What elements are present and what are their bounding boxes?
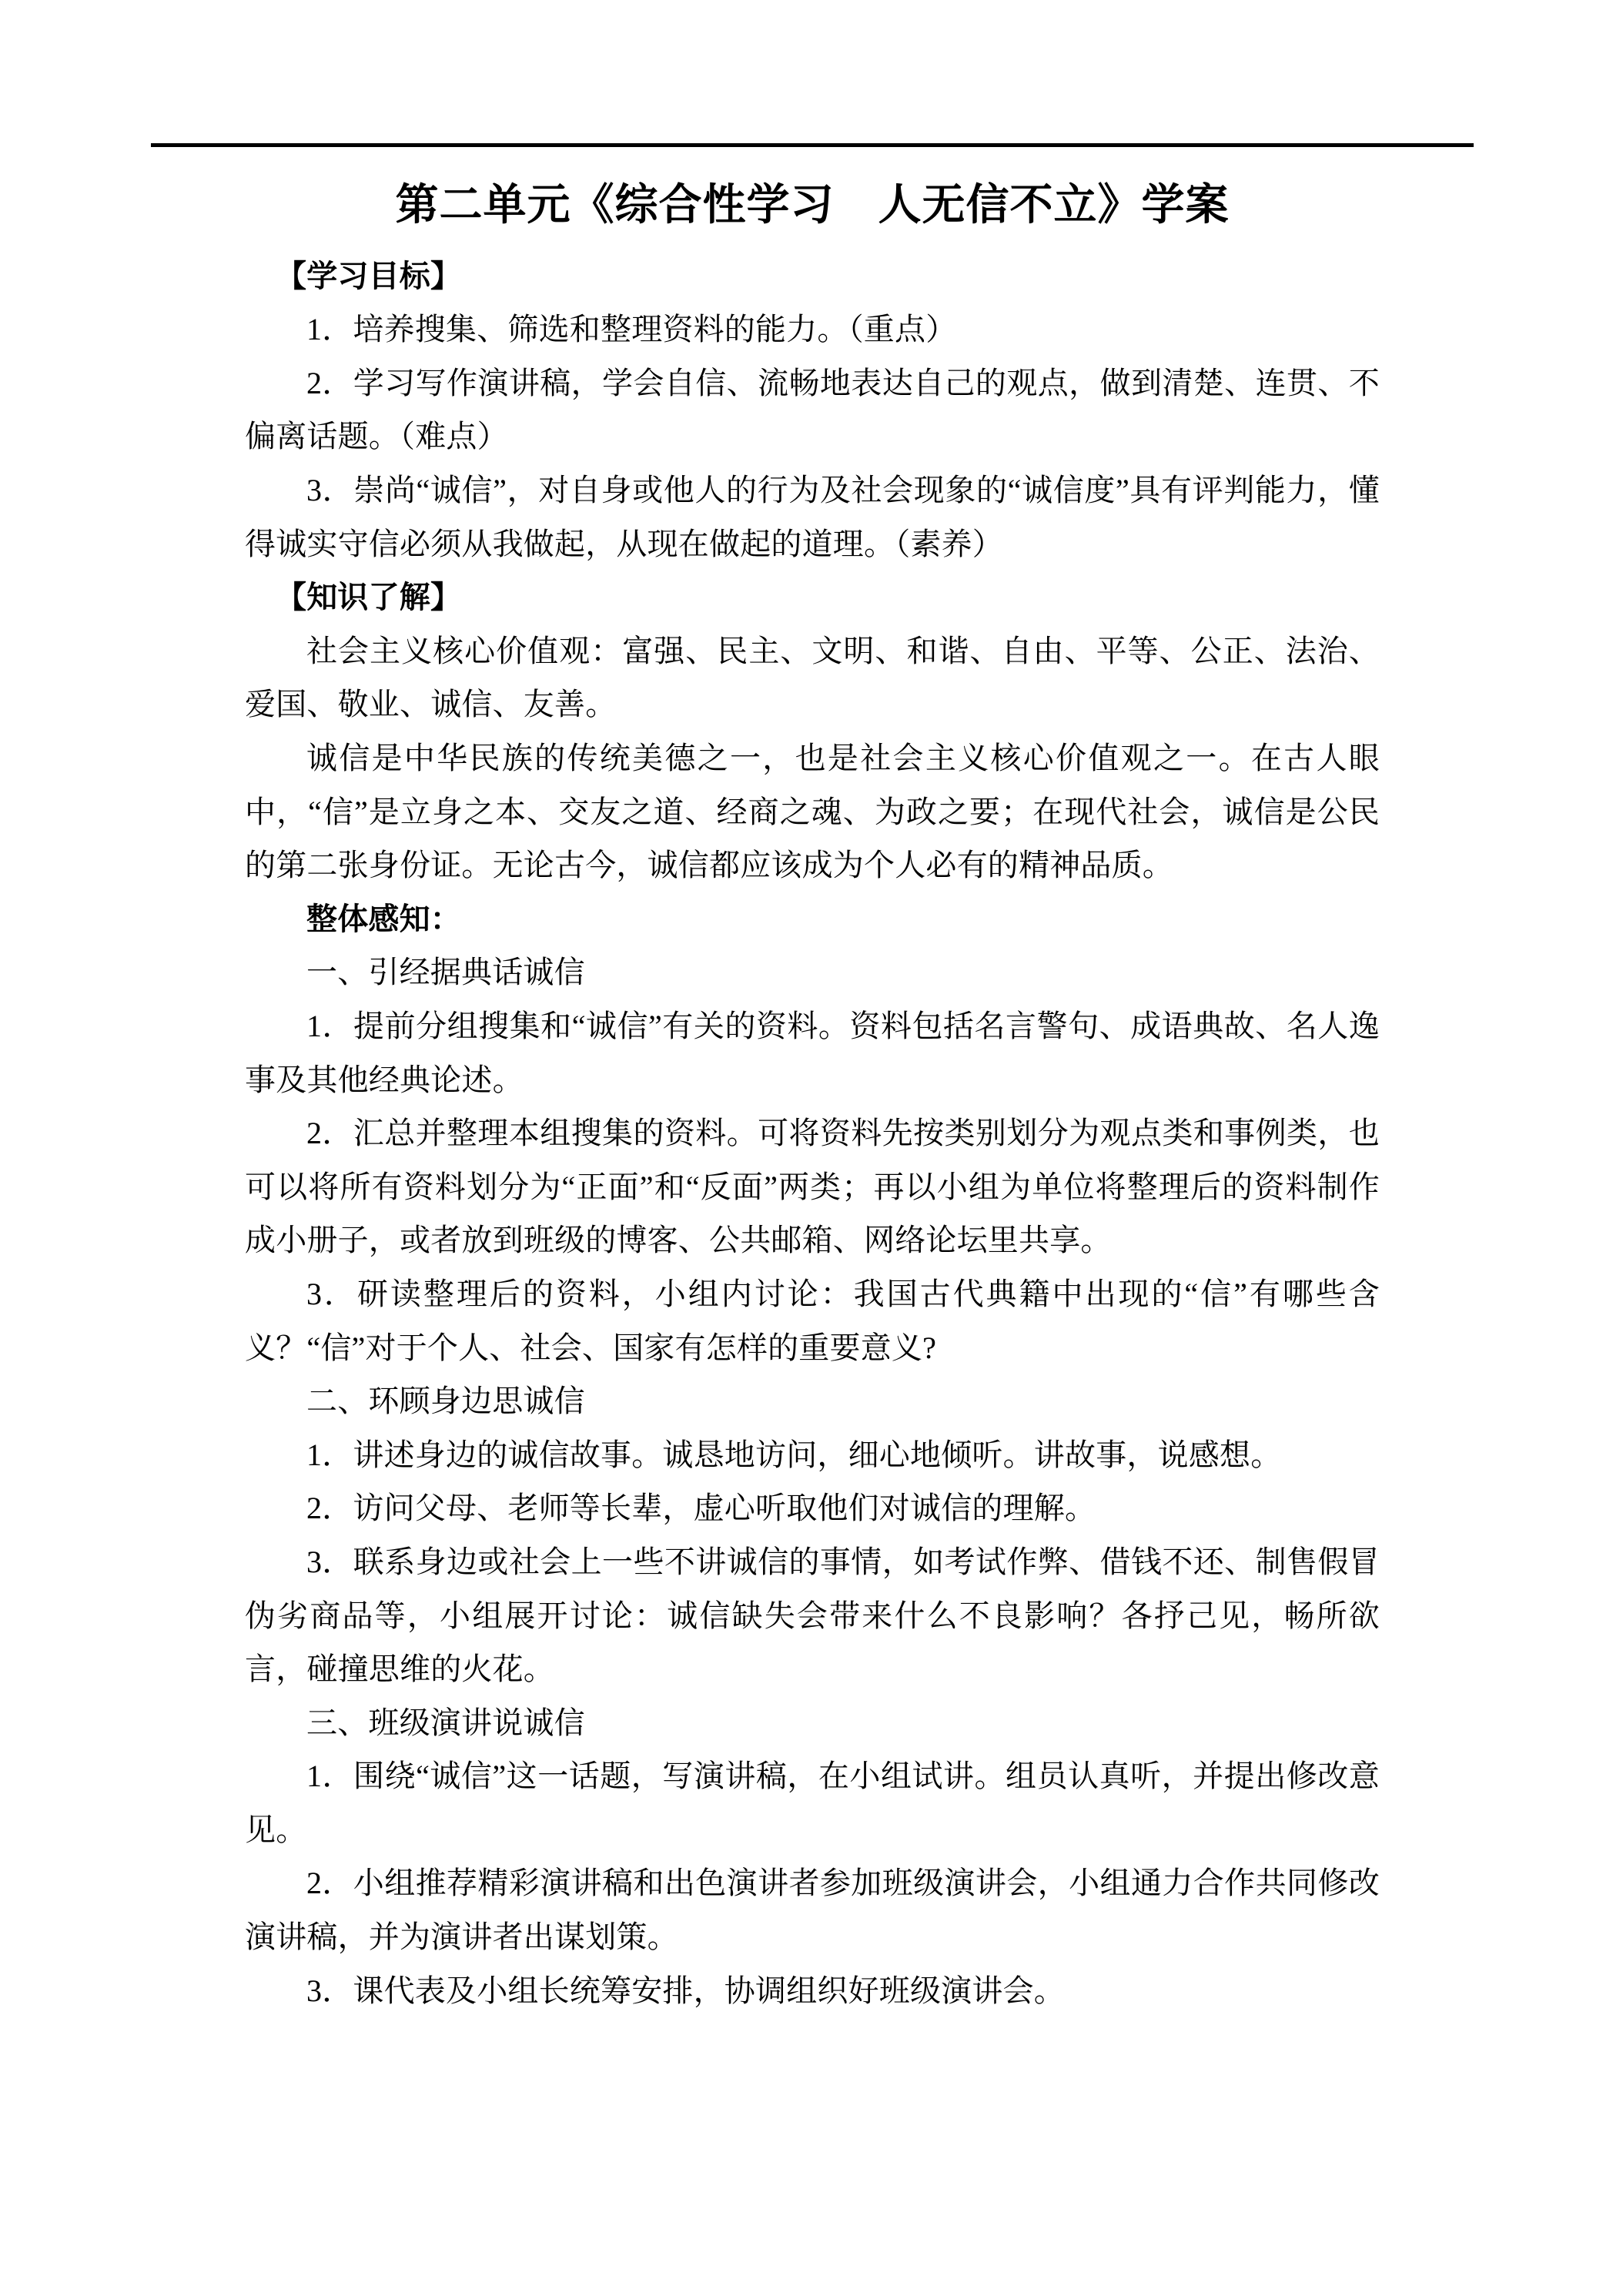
section-heading: 整体感知： [306, 901, 461, 936]
body-paragraph: 3．崇尚“诚信”，对自身或他人的行为及社会现象的“诚信度”具有评判能力，懂得诚实守信必须从我做起，从现在做起的道理。（素养） [245, 473, 1380, 561]
body-paragraph: 诚信是中华民族的传统美德之一，也是社会主义核心价值观之一。在古人眼中，“信”是立身之本、交友之道、经商之魂、为政之要；在现代社会，诚信是公民的第二张身份证。无论古今，诚信都应该成为个人必有的精神品质。 [245, 741, 1380, 883]
body-paragraph: 1．围绕“诚信”这一话题，写演讲稿，在小组试讲。组员认真听，并提出修改意见。 [245, 1759, 1380, 1847]
body-paragraph: 二、环顾身边思诚信 [306, 1384, 585, 1419]
page-title: 第二单元《综合性学习 人无信不立》学案 [395, 182, 1230, 229]
body-paragraph: 2．访问父母、老师等长辈，虚心听取他们对诚信的理解。 [306, 1491, 1096, 1526]
body-paragraph: 1．培养搜集、筛选和整理资料的能力。（重点） [306, 312, 957, 347]
body-paragraph: 1．提前分组搜集和“诚信”有关的资料。资料包括名言警句、成语典故、名人逸事及其他经典论述。 [245, 1008, 1380, 1097]
body-paragraph: 1．讲述身边的诚信故事。诚恳地访问，细心地倾听。讲故事，说感想。 [306, 1437, 1282, 1472]
body-paragraph: 3．研读整理后的资料，小组内讨论：我国古代典籍中出现的“信”有哪些含义？“信”对于个人、社会、国家有怎样的重要意义? [245, 1276, 1380, 1365]
body-paragraph: 2．汇总并整理本组搜集的资料。可将资料先按类别划分为观点类和事例类，也可以将所有资料划分为“正面”和“反面”两类；再以小组为单位将整理后的资料制作成小册子，或者放到班级的博客、公共邮箱、网络论坛里共享。 [245, 1116, 1380, 1258]
body-paragraph: 三、班级演讲说诚信 [306, 1705, 585, 1740]
body-paragraph: 社会主义核心价值观：富强、民主、文明、和谐、自由、平等、公正、法治、爱国、敬业、诚信、友善。 [245, 633, 1380, 722]
body-paragraph: 3．联系身边或社会上一些不讲诚信的事情，如考试作弊、借钱不还、制售假冒伪劣商品等，小组展开讨论：诚信缺失会带来什么不良影响？各抒己见，畅所欲言，碰撞思维的火花。 [245, 1544, 1380, 1687]
document-block-list [245, 249, 1380, 2018]
header-divider-rule [151, 143, 1474, 147]
section-bracket-heading: 【学习目标】 [276, 258, 462, 293]
body-paragraph: 一、引经据典话诚信 [306, 955, 585, 990]
document-body [245, 179, 1380, 2017]
body-paragraph: 2．学习写作演讲稿，学会自信、流畅地表达自己的观点，做到清楚、连贯、不偏离话题。（难点） [245, 365, 1380, 454]
section-bracket-heading: 【知识了解】 [276, 580, 462, 615]
body-paragraph: 3．课代表及小组长统筹安排，协调组织好班级演讲会。 [306, 1973, 1065, 2008]
body-paragraph: 2．小组推荐精彩演讲稿和出色演讲者参加班级演讲会，小组通力合作共同修改演讲稿，并为演讲者出谋划策。 [245, 1866, 1380, 1955]
